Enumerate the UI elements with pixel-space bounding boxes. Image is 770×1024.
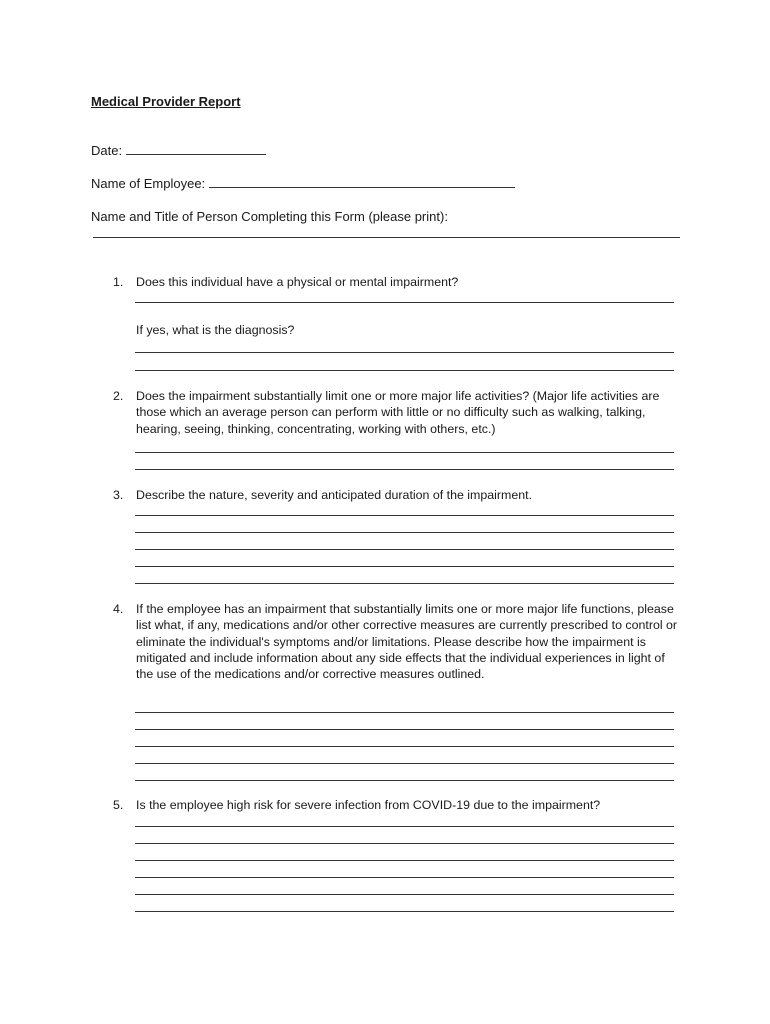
question-text: Is the employee high risk for severe infection from COVID-19 due to the impairment? (136, 798, 601, 812)
answer-line[interactable] (135, 763, 674, 764)
answer-line[interactable] (135, 712, 674, 713)
employee-label: Name of Employee: (91, 176, 206, 191)
answer-line[interactable] (135, 780, 674, 781)
answer-line[interactable] (135, 452, 674, 453)
employee-field (91, 176, 515, 191)
answer-line[interactable] (135, 877, 674, 878)
question-number: 4. (113, 602, 124, 616)
question-text: If the employee has an impairment that substantially limits one or more major life functions, please list what, if any, medications and/or other corrective measures are currently prescribed to control or eliminate the individual's symptoms and/or limitations. Please describe how the impairment is mitigated and include information about any side effects that the individual experiences in light of the use of the medications and/or corrective measures outlined. (136, 602, 678, 682)
form-title: Medical Provider Report (91, 94, 241, 109)
answer-line[interactable] (135, 352, 674, 353)
question-text: Does this individual have a physical or mental impairment? (136, 275, 459, 289)
question-text: Does the impairment substantially limit one or more major life activities? (Major life activities are those which an average person can perform with little or no difficulty such as walking, talking, hearing, seeing, thinking, concentrating, working with others, etc.) (136, 389, 660, 436)
question-text: Describe the nature, severity and anticipated duration of the impairment. (136, 488, 533, 502)
answer-line[interactable] (135, 843, 674, 844)
answer-line[interactable] (135, 302, 674, 303)
completer-blank[interactable] (93, 237, 680, 238)
question-number: 1. (113, 275, 124, 289)
question-1-followup: If yes, what is the diagnosis? (136, 323, 295, 337)
question-2 (113, 388, 678, 437)
question-3 (113, 487, 678, 503)
date-blank[interactable] (126, 143, 266, 155)
question-number: 3. (113, 488, 124, 502)
question-number: 5. (113, 798, 124, 812)
date-field (91, 143, 266, 158)
answer-line[interactable] (135, 566, 674, 567)
answer-line[interactable] (135, 583, 674, 584)
question-1 (113, 274, 678, 290)
answer-line[interactable] (135, 532, 674, 533)
answer-line[interactable] (135, 911, 674, 912)
answer-line[interactable] (135, 894, 674, 895)
question-4 (113, 601, 678, 682)
completer-field (91, 209, 448, 224)
question-number: 2. (113, 389, 124, 403)
answer-line[interactable] (135, 729, 674, 730)
answer-line[interactable] (135, 469, 674, 470)
employee-name-blank[interactable] (209, 176, 515, 188)
answer-line[interactable] (135, 746, 674, 747)
answer-line[interactable] (135, 826, 674, 827)
answer-line[interactable] (135, 515, 674, 516)
question-5 (113, 797, 678, 813)
answer-line[interactable] (135, 860, 674, 861)
completer-label: Name and Title of Person Completing this Form (please print): (91, 209, 448, 224)
answer-line[interactable] (135, 370, 674, 371)
date-label: Date: (91, 143, 123, 158)
answer-line[interactable] (135, 549, 674, 550)
